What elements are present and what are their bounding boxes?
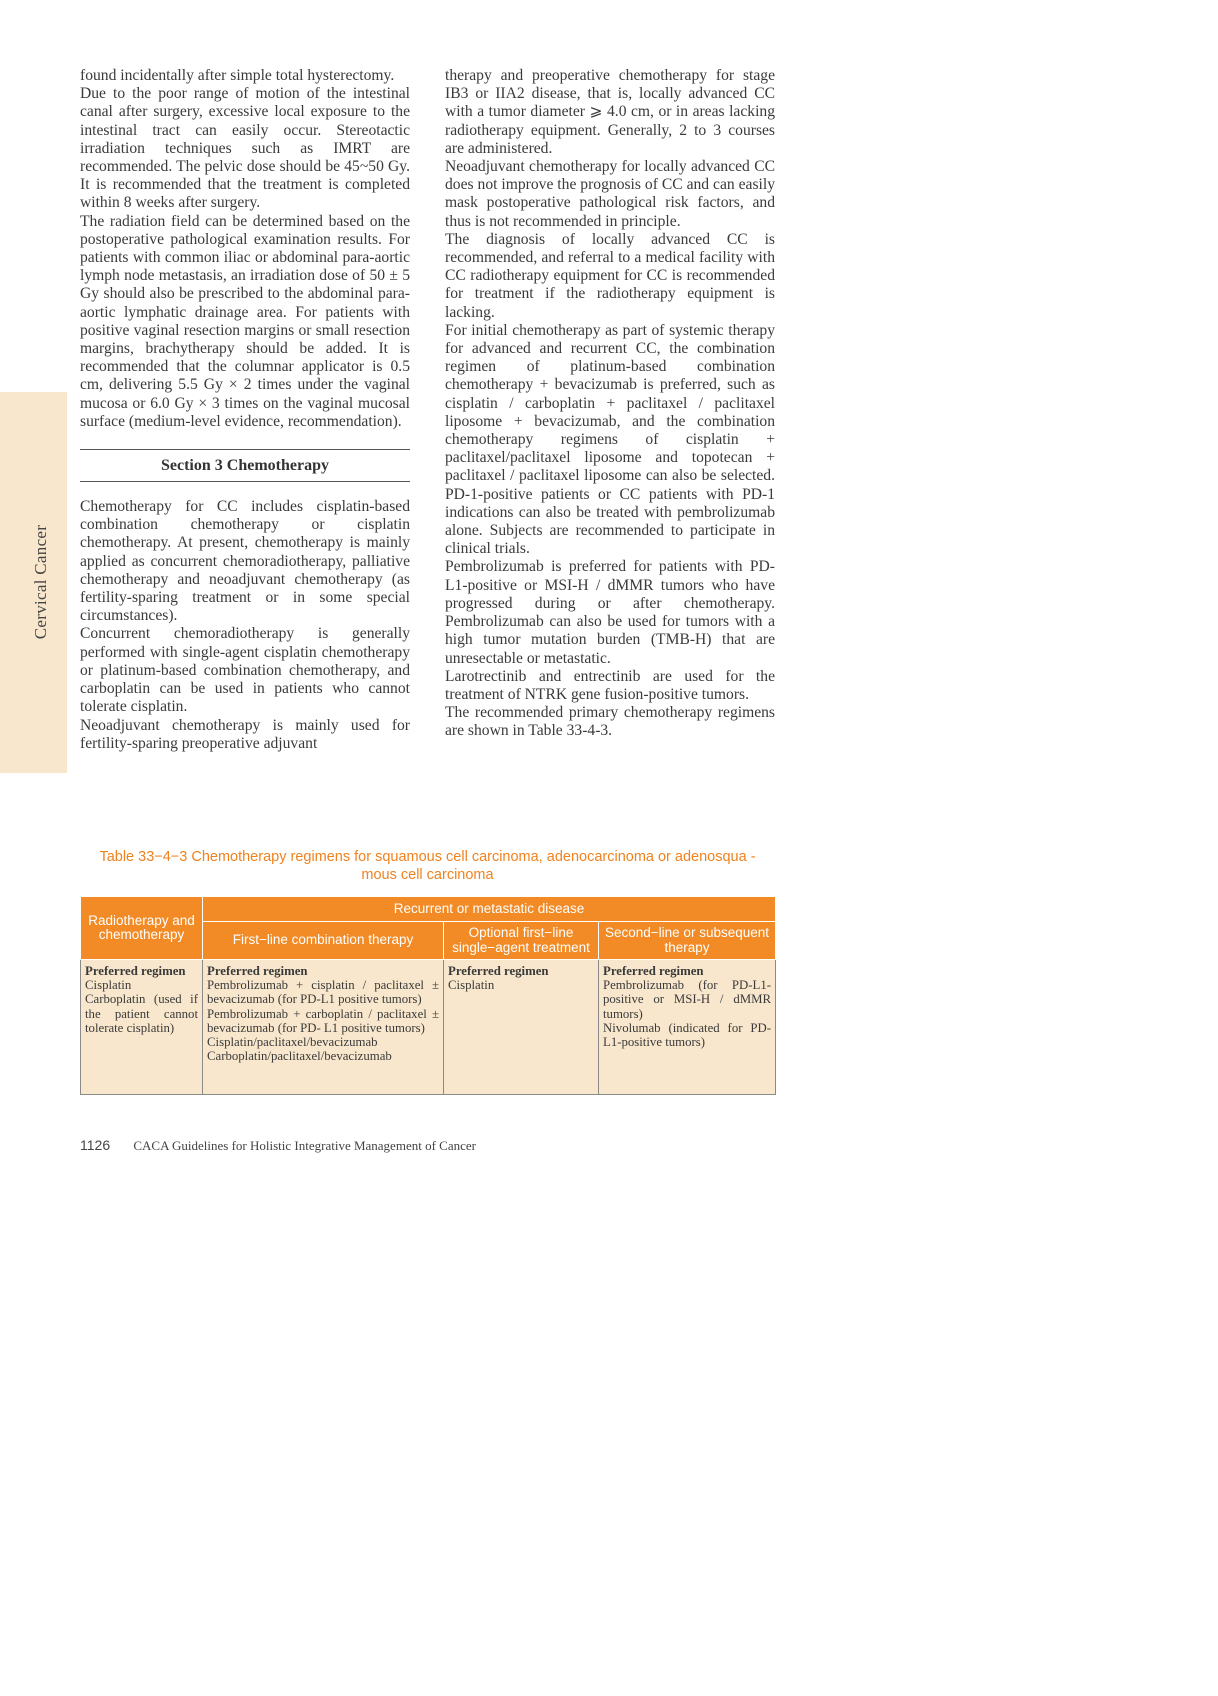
regimen-line: Cisplatin: [448, 978, 495, 993]
right-column: [445, 67, 775, 741]
left-paragraph-3: The radiation field can be determined based on the postoperative pathological examination results. For patients with common iliac or abdominal para-aortic lymph node metastasis, an irradiation dose of 50 ± 5 Gy should also be prescribed to the abdominal para-aortic lymphatic drainage area. For patients with positive vaginal resection margins or small resection margins, brachytherapy should be added. It is recommended that the columnar applicator is 0.5 cm, delivering 5.5 Gy × 2 times under the vaginal mucosa or 6.0 Gy × 3 times on the vaginal mucosal surface (medium-level evidence, recommendation).: [80, 212, 410, 430]
page-number: 1126: [80, 1137, 111, 1153]
table-caption-line-1: Table 33−4−3 Chemotherapy regimens for squamous cell carcinoma, adenocarcinoma or adenosqua -: [99, 849, 756, 865]
regimen-line: Nivolumab (indicated for PD-L1-positive tumors): [603, 1020, 772, 1050]
right-paragraph-3: The diagnosis of locally advanced CC is recommended, and referral to a medical facility with CC radiotherapy equipment for CC is recommended for treatment if the radiotherapy equipment is lacking.: [445, 230, 775, 321]
cell-radiotherapy-chemotherapy: [81, 960, 203, 1095]
preferred-label: Preferred regimen: [85, 964, 186, 978]
regimen-line: Carboplatin (used if the patient cannot tolerate cisplatin): [85, 992, 198, 1035]
right-paragraph-2: Neoadjuvant chemotherapy for locally advanced CC does not improve the prognosis of CC and can easily mask postoperative pathological risk factors, and thus is not recommended in principle.: [445, 158, 775, 230]
right-paragraph-5: Pembrolizumab is preferred for patients with PD-L1-positive or MSI-H / dMMR tumors who have progressed during or after chemotherapy. Pembrolizumab can also be used for tumors with a high tumor mutation burden (TMB-H) that are unresectable or metastatic.: [445, 558, 775, 667]
section-heading: Section 3 Chemotherapy: [80, 449, 410, 482]
table-row: [81, 960, 776, 1095]
chemotherapy-regimen-table: [80, 896, 776, 1095]
regimen-line: Pembrolizumab + cisplatin / paclitaxel ± bevacizumab (for PD-L1 positive tumors): [207, 978, 439, 1007]
regimen-line: Cisplatin: [85, 978, 132, 993]
table-caption-line-2: mous cell carcinoma: [361, 867, 494, 883]
preferred-label: Preferred regimen: [448, 964, 549, 978]
header-radiotherapy-chemotherapy: Radiotherapy and chemotherapy: [81, 897, 203, 960]
right-paragraph-4: For initial chemotherapy as part of systemic therapy for advanced and recurrent CC, the combination regimen of platinum-based combination chemotherapy + bevacizumab is preferred, such as cisplatin / carboplatin + paclitaxel / paclitaxel liposome + bevacizumab, and the combination chemotherapy regimens of cisplatin + paclitaxel/paclitaxel liposome and topotecan + paclitaxel / paclitaxel liposome can also be selected. PD-1-positive patients or CC patients with PD-1 indications can also be treated with pembrolizumab alone. Subjects are recommended to participate in clinical trials.: [445, 321, 775, 558]
left-paragraph-5: Concurrent chemoradiotherapy is generally performed with single-agent cisplatin chemotherapy or platinum-based combination chemotherapy, and carboplatin can be used in patients who cannot tolerate cisplatin.: [80, 625, 410, 716]
header-first-line: First−line combination therapy: [203, 922, 444, 960]
left-paragraph-1: found incidentally after simple total hysterectomy.: [80, 67, 395, 84]
left-paragraph-6: Neoadjuvant chemotherapy is mainly used for fertility-sparing preoperative adjuvant: [80, 716, 410, 752]
cell-second-line: [599, 960, 776, 1095]
header-recurrent-metastatic: Recurrent or metastatic disease: [203, 897, 776, 922]
regimen-line: Pembrolizumab + carboplatin / paclitaxel ± bevacizumab (for PD- L1 positive tumors): [207, 1006, 439, 1035]
left-paragraph-2: Due to the poor range of motion of the intestinal canal after surgery, excessive local exposure to the intestinal tract can easily occur. Stereotactic irradiation techniques such as IMRT are recommended. The pelvic dose should be 45~50 Gy. It is recommended that the treatment is completed within 8 weeks after surgery.: [80, 85, 410, 212]
header-optional-first-line: Optional first−line single−agent treatment: [444, 922, 599, 960]
header-second-line: Second−line or subsequent therapy: [599, 922, 776, 960]
preferred-label: Preferred regimen: [603, 964, 704, 978]
page-footer: [80, 1137, 476, 1154]
side-tab-label: Cervical Cancer: [31, 524, 50, 640]
cell-first-line: [203, 960, 444, 1095]
left-column: [80, 67, 410, 753]
left-paragraph-4: Chemotherapy for CC includes cisplatin-based combination chemotherapy or cisplatin chemotherapy. At present, chemotherapy is mainly applied as concurrent chemoradiotherapy, palliative chemotherapy and neoadjuvant chemotherapy (as fertility-sparing treatment or in some special circumstances).: [80, 498, 410, 625]
right-paragraph-6: Larotrectinib and entrectinib are used for the treatment of NTRK gene fusion-positive tumors.: [445, 667, 775, 703]
cell-optional-first-line: [444, 960, 599, 1095]
book-title: CACA Guidelines for Holistic Integrative Management of Cancer: [133, 1138, 476, 1153]
table-caption: [80, 848, 775, 884]
regimen-line: Cisplatin/paclitaxel/bevacizumab: [207, 1035, 378, 1050]
right-paragraph-7: The recommended primary chemotherapy regimens are shown in Table 33-4-3.: [445, 704, 775, 740]
regimen-line: Pembrolizumab (for PD-L1-positive or MSI-H / dMMR tumors): [603, 978, 772, 1021]
preferred-label: Preferred regimen: [207, 964, 308, 978]
table-header-row-1: [81, 897, 776, 922]
right-paragraph-1: therapy and preoperative chemotherapy for stage IB3 or IIA2 disease, that is, locally advanced CC with a tumor diameter ⩾ 4.0 cm, or in areas lacking radiotherapy equipment. Generally, 2 to 3 courses are administered.: [445, 67, 775, 157]
regimen-line: Carboplatin/paclitaxel/bevacizumab: [207, 1049, 392, 1064]
